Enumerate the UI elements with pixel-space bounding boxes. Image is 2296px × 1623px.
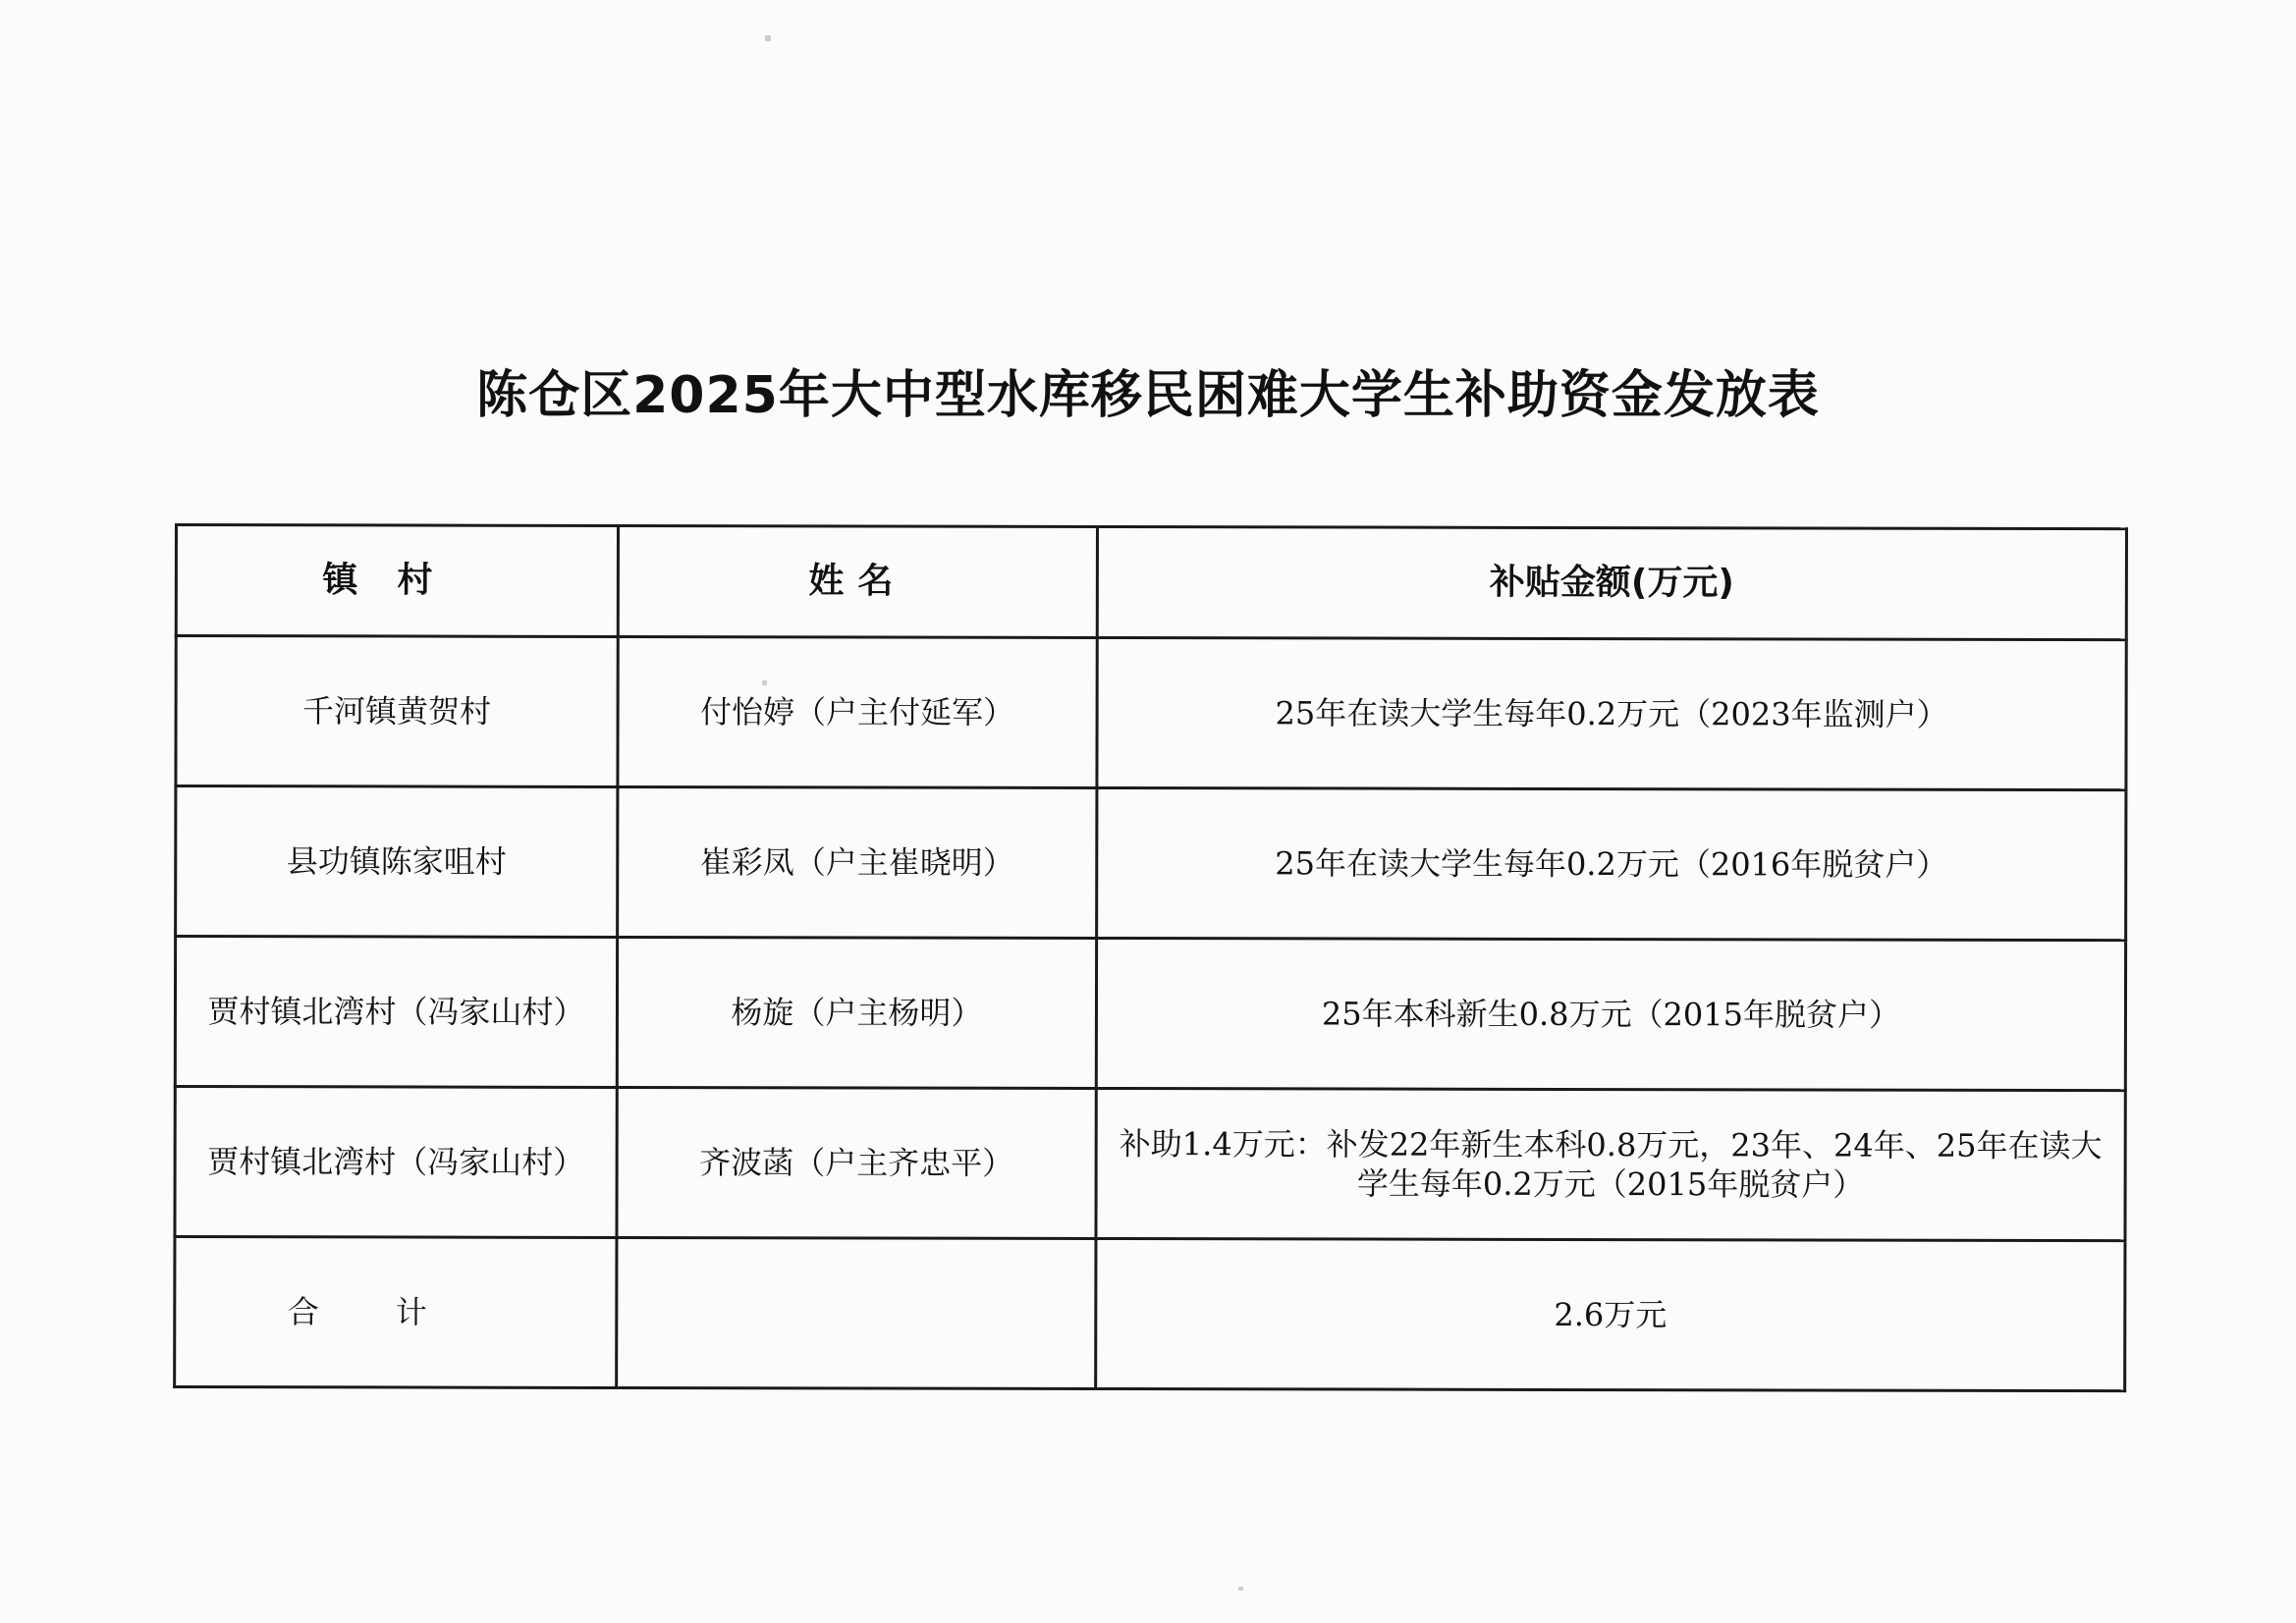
table-row	[175, 1087, 2125, 1241]
cell-amount: 25年本科新生0.8万元（2015年脱贫户）	[1096, 938, 2125, 1090]
scan-speck	[765, 35, 771, 41]
cell-name: 付怡婷（户主付延军）	[618, 636, 1097, 787]
total-label: 合计	[175, 1237, 617, 1388]
header-name: 姓名	[618, 525, 1097, 637]
cell-amount: 25年在读大学生每年0.2万元（2016年脱贫户）	[1097, 787, 2126, 940]
header-town-village: 镇村	[176, 525, 618, 637]
table-row	[176, 786, 2126, 941]
table-header-row	[176, 525, 2126, 640]
cell-amount: 补助1.4万元：补发22年新生本科0.8万元，23年、24年、25年在读大学生每年0.2万元（2015年脱贫户）	[1096, 1088, 2125, 1240]
cell-town-village: 贾村镇北湾村（冯家山村）	[175, 1087, 617, 1238]
scan-speck	[1238, 1587, 1243, 1591]
table-row	[176, 636, 2126, 790]
header-amount: 补贴金额(万元)	[1097, 526, 2126, 639]
cell-town-village: 贾村镇北湾村（冯家山村）	[175, 937, 617, 1088]
cell-amount: 25年在读大学生每年0.2万元（2023年监测户）	[1097, 637, 2126, 789]
cell-name: 崔彩凤（户主崔晓明）	[618, 786, 1097, 938]
grant-table	[173, 523, 2128, 1392]
cell-town-village: 县功镇陈家咀村	[176, 786, 618, 938]
table-total-row	[175, 1237, 2125, 1391]
cell-name: 杨旋（户主杨明）	[617, 937, 1096, 1088]
cell-name: 齐波菡（户主齐忠平）	[617, 1087, 1096, 1238]
document-title: 陈仓区2025年大中型水库移民困难大学生补助资金发放表	[476, 366, 1820, 425]
total-amount: 2.6万元	[1096, 1238, 2125, 1390]
table-row	[175, 937, 2125, 1091]
total-name	[617, 1237, 1096, 1388]
cell-town-village: 千河镇黄贺村	[176, 636, 618, 787]
